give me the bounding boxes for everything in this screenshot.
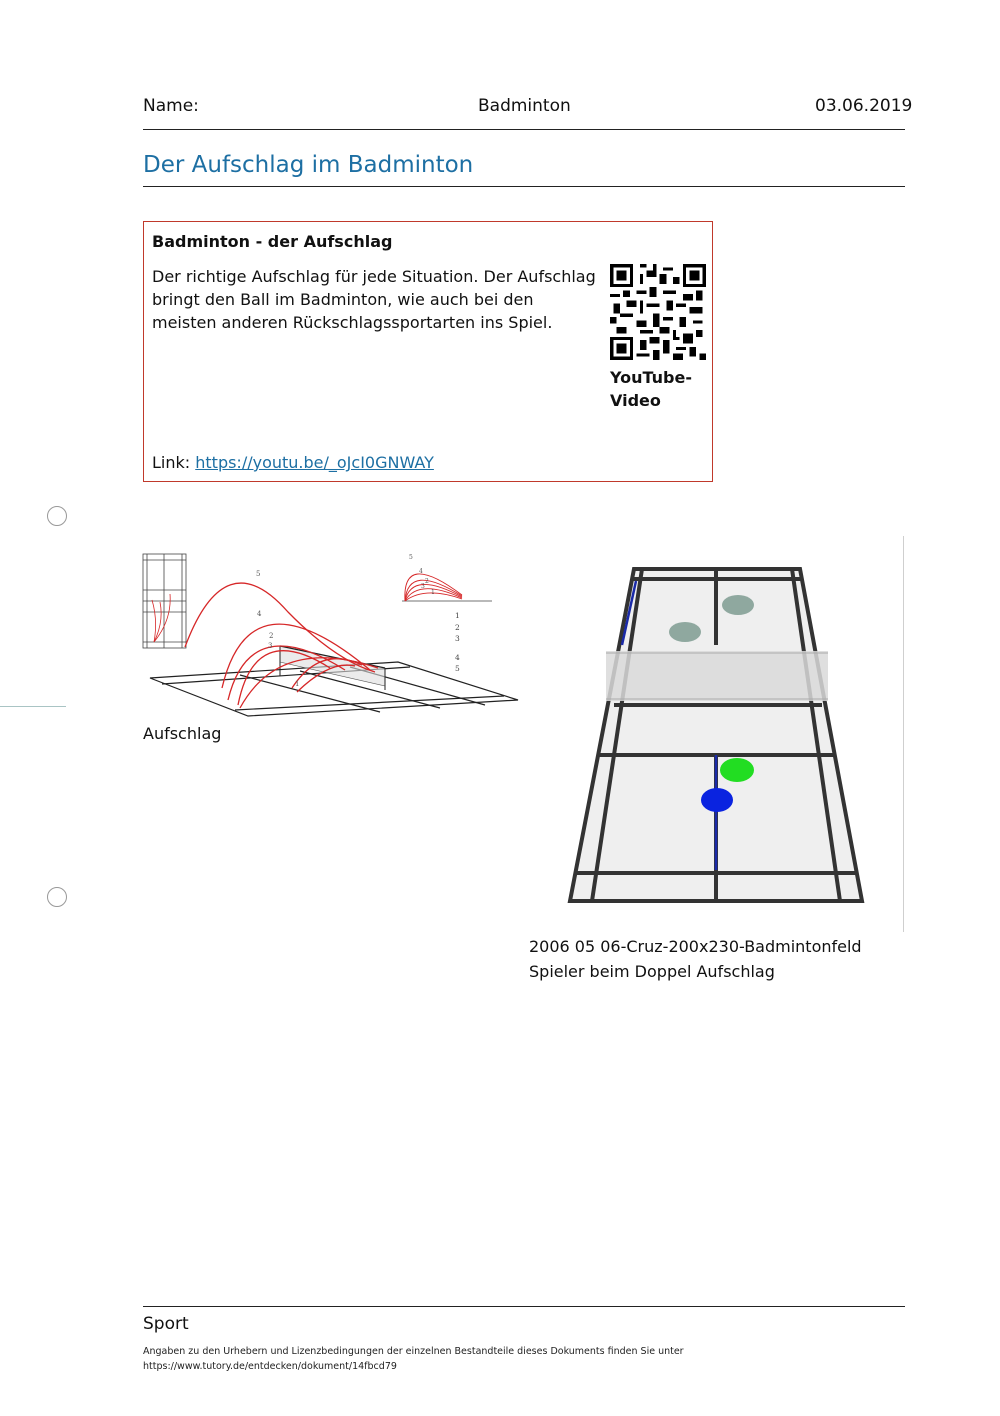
left-figure-caption: Aufschlag (143, 724, 222, 743)
player-server-partner (720, 758, 754, 782)
player-receiver-2 (669, 622, 701, 642)
trajectory-label: 2 (269, 632, 274, 640)
binder-hole-top (47, 506, 67, 526)
right-caption-line2: Spieler beim Doppel Aufschlag (529, 962, 775, 981)
right-caption-line1: 2006 05 06-Cruz-200x230-Badmintonfeld (529, 937, 862, 956)
mini-court-diagram (143, 554, 186, 648)
legend-number: 2 (455, 623, 460, 632)
legend-number: 3 (455, 634, 460, 643)
trajectory-label: 1 (295, 680, 300, 688)
inset-label: 5 (409, 554, 413, 561)
trajectory-label: 5 (256, 570, 261, 578)
legend-number: 5 (455, 664, 460, 673)
trajectory-label: 3 (268, 642, 273, 650)
info-box-heading: Badminton - der Aufschlag (152, 232, 393, 251)
link-row (152, 453, 434, 472)
footer-section: Sport (143, 1314, 189, 1334)
inset-label: 4 (419, 568, 423, 575)
trajectory-label: 4 (257, 610, 262, 618)
info-box-text: Der richtige Aufschlag für jede Situation. Der Aufschlag bringt den Ball im Badminton, wie auch bei den meisten anderen Rückschlagssportarten ins Spiel. (152, 267, 596, 332)
date-label: 03.06.2019 (815, 96, 913, 116)
fold-mark (0, 706, 66, 707)
serve-trajectory-figure (140, 550, 520, 720)
footer-rule (143, 1306, 905, 1307)
inset-side-view (402, 554, 492, 601)
inset-label: 1 (431, 589, 435, 596)
legend-number: 1 (455, 611, 460, 620)
right-figure-caption (529, 934, 862, 984)
header-rule (143, 129, 905, 130)
footer-note-line1: Angaben zu den Urhebern und Lizenzbedingungen der einzelnen Bestandteile dieses Dokuments finden Sie unter (143, 1346, 684, 1357)
player-receiver-1 (722, 595, 754, 615)
info-box (143, 221, 713, 482)
page-title: Der Aufschlag im Badminton (143, 152, 474, 178)
name-label: Name: (143, 96, 199, 116)
trajectory-lines (185, 583, 378, 708)
legend-number: 4 (455, 653, 460, 662)
legend-numbers (455, 611, 460, 673)
footer-note (143, 1344, 743, 1374)
qr-code-icon[interactable] (610, 264, 706, 360)
qr-caption: YouTube-Video (610, 368, 692, 410)
title-rule (143, 186, 905, 187)
inset-label: 3 (421, 583, 425, 590)
image-edge (903, 536, 904, 932)
net-band (606, 651, 828, 701)
link-label: Link: (152, 453, 191, 472)
binder-hole-bottom (47, 887, 67, 907)
inset-label: 2 (425, 578, 429, 585)
youtube-link[interactable]: https://youtu.be/_oJcI0GNWAY (195, 453, 434, 472)
subject-label: Badminton (478, 96, 571, 116)
player-server (701, 788, 733, 812)
doubles-court-figure (566, 565, 866, 907)
footer-note-url[interactable]: https://www.tutory.de/entdecken/dokument/14fbcd79 (143, 1361, 397, 1372)
